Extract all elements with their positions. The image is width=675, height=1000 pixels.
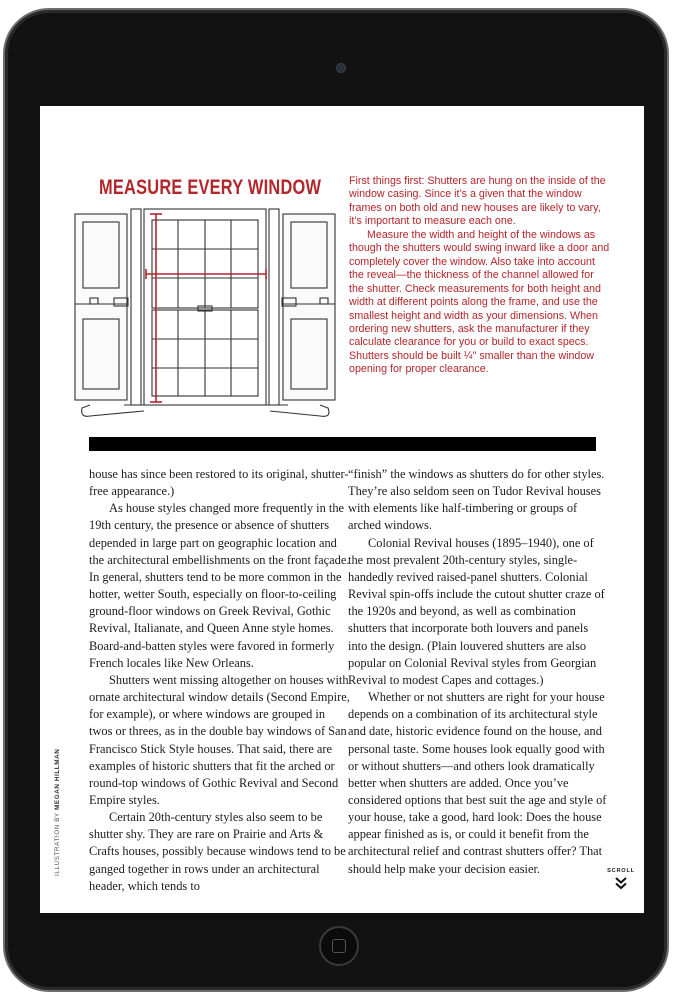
sidebar-paragraph: First things first: Shutters are hung on the inside of the window casing. Since it’s a given that the window frames on both old and new houses are likely to vary, it’s important to measure each one. [349,175,606,228]
window-shutter-illustration [70,206,342,428]
credit-name: MEGAN HILLMAN [54,748,61,810]
illustration-credit [54,749,61,876]
tablet-screen[interactable] [40,106,644,913]
home-button[interactable] [319,926,359,966]
double-chevron-down-icon [614,876,628,890]
sidebar-text [349,175,611,377]
body-paragraph: Colonial Revival houses (1895–1940), one of the most prevalent 20th-century styles, single-handedly revived raised-panel shutters. Colonial Revival spin-offs include the cutout shutter craze of the 1920s and beyond, as well as combination shutters that incorporate both louvers and panels into the design. (Plain louvered shutters are also popular on Colonial Revival styles from Georgian Revival to modest Capes and cottages.) [348,535,605,687]
tablet-device [3,8,669,992]
scroll-indicator[interactable] [607,868,635,890]
body-column-right [348,466,610,878]
body-paragraph: Whether or not shutters are right for your house depends on a combination of its architectural style and date, historic evidence found on the house, and personal taste. Some houses look equally good with or without shutters—and others look dramatically better when shutters are added. Once you’ve considered options that best suit the age and style of your house, take a good, hard look: Does the house appear finished as is, or could it benefit from the architectural relief and contrast shutters offer? That should help make your decision easier. [348,690,607,876]
body-paragraph: house has since been restored to its original, shutter-free appearance.) [89,467,349,499]
body-paragraph: Shutters went missing altogether on houses with ornate architectural window details (Second Empire, for example), or where windows are grouped in twos or threes, as in the double bay windows of San Francisco Stick Style houses. That said, there are examples of historic shutters that fit the arched or round-top windows of Gothic Revival and Second Empire styles. [89,672,350,807]
credit-prefix: ILLUSTRATION BY [54,812,61,876]
front-camera [336,63,346,73]
body-paragraph: Certain 20th-century styles also seem to be shutter shy. They are rare on Prairie and Arts & Crafts houses, possibly because windows tend to be ganged together in rows under an architectural header, which tends to [89,810,346,893]
sidebar-paragraph: Measure the width and height of the windows as though the shutters would swing inward like a door and completely cover the window. Also take into account the reveal—the thickness of the channel allowed for the shutter. Check measurements for both height and width at different points along the frame, and use the smallest height and width as your dimensions. When ordering new shutters, ask the manufacturer if they calculate clearance for you or build to exact specs. Shutters should be built ¼" smaller than the window opening for proper clearance. [349,228,610,376]
section-divider [89,437,596,451]
sidebar-title: MEASURE EVERY WINDOW [99,176,322,199]
body-paragraph: “finish” the windows as shutters do for other styles. They’re also seldom seen on Tudor Revival houses with elements like half-timbering or groups of arched windows. [348,467,605,533]
body-column-left [89,466,351,895]
scroll-label: SCROLL [607,868,635,874]
body-paragraph: As house styles changed more frequently in the 19th century, the presence or absence of shutters depended in large part on geographic location and the architectural embellishments on the front façade. In general, shutters tend to be more common in the hotter, wetter South, especially on floor-to-ceiling ground-floor windows on Greek Revival, Gothic Revival, Italianate, and Queen Anne style homes. Board-and-batten styles were favored in formerly French locales like New Orleans. [89,501,350,670]
